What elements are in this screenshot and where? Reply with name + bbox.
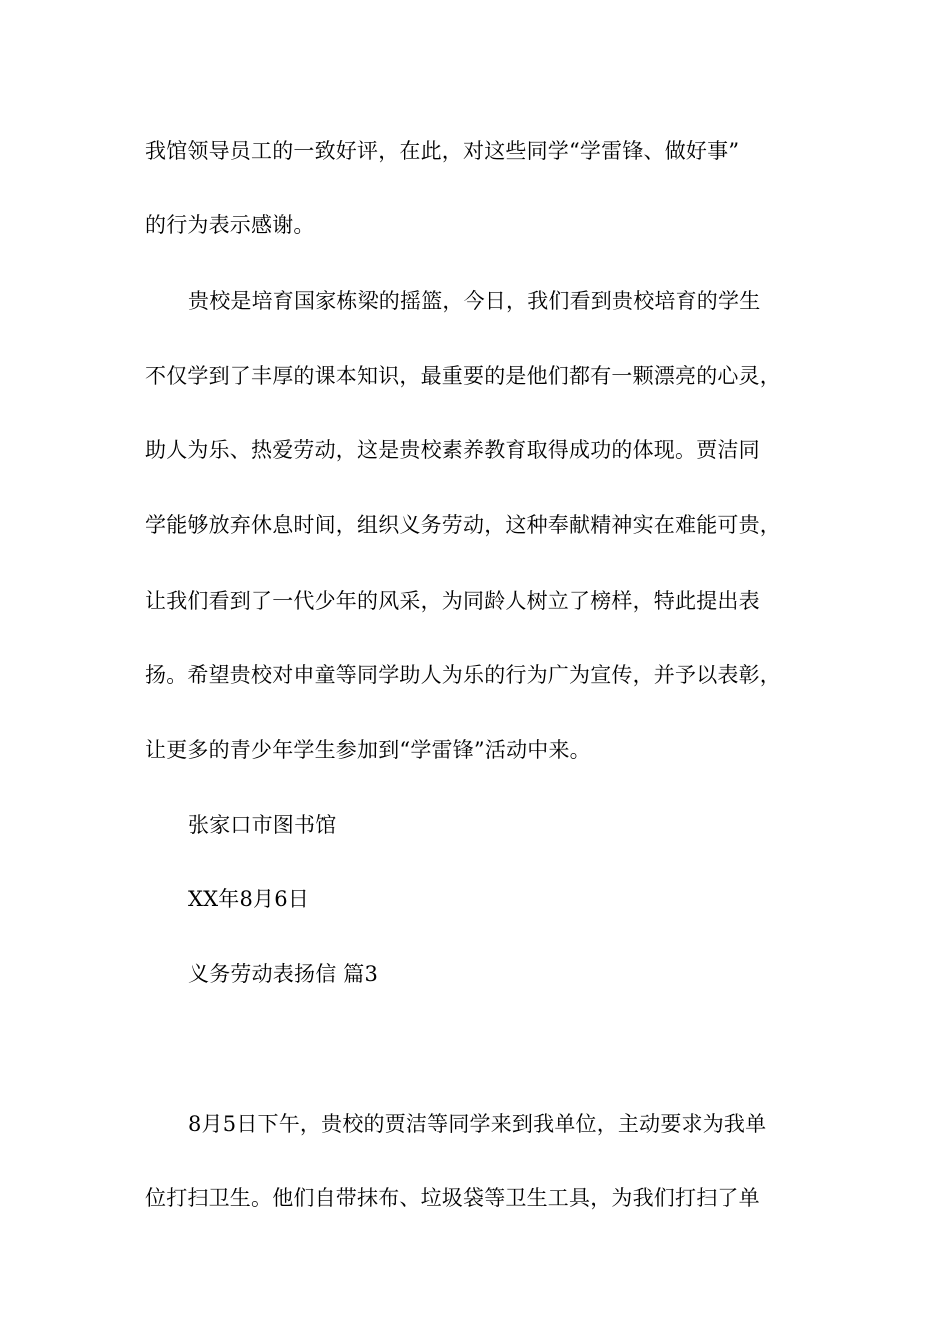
paragraph-line: 不仅学到了丰厚的课本知识，最重要的是他们都有一颗漂亮的心灵， [145, 364, 781, 388]
signature-date: XX年8月6日 [188, 887, 310, 911]
paragraph-line: 让我们看到了一代少年的风采，为同龄人树立了榜样，特此提出表 [145, 589, 760, 613]
section-heading: 义务劳动表扬信 篇3 [188, 962, 379, 986]
paragraph-line: 让更多的青少年学生参加到“学雷锋”活动中来。 [145, 738, 591, 762]
paragraph-line: 8月5日下午，贵校的贾洁等同学来到我单位，主动要求为我单 [188, 1112, 767, 1136]
paragraph-line: 我馆领导员工的一致好评，在此，对这些同学“学雷锋、做好事” [145, 139, 740, 163]
paragraph-line: 的行为表示感谢。 [145, 213, 315, 237]
paragraph-line: 贵校是培育国家栋梁的摇篮，今日，我们看到贵校培育的学生 [188, 289, 761, 313]
paragraph-line: 助人为乐、热爱劳动，这是贵校素养教育取得成功的体现。贾洁同 [145, 438, 760, 462]
paragraph-line: 扬。希望贵校对申童等同学助人为乐的行为广为宣传，并予以表彰， [145, 663, 781, 687]
signature-organization: 张家口市图书馆 [188, 813, 337, 837]
paragraph-line: 学能够放弃休息时间，组织义务劳动，这种奉献精神实在难能可贵， [145, 513, 781, 537]
paragraph-line: 位打扫卫生。他们自带抹布、垃圾袋等卫生工具，为我们打扫了单 [145, 1186, 760, 1210]
